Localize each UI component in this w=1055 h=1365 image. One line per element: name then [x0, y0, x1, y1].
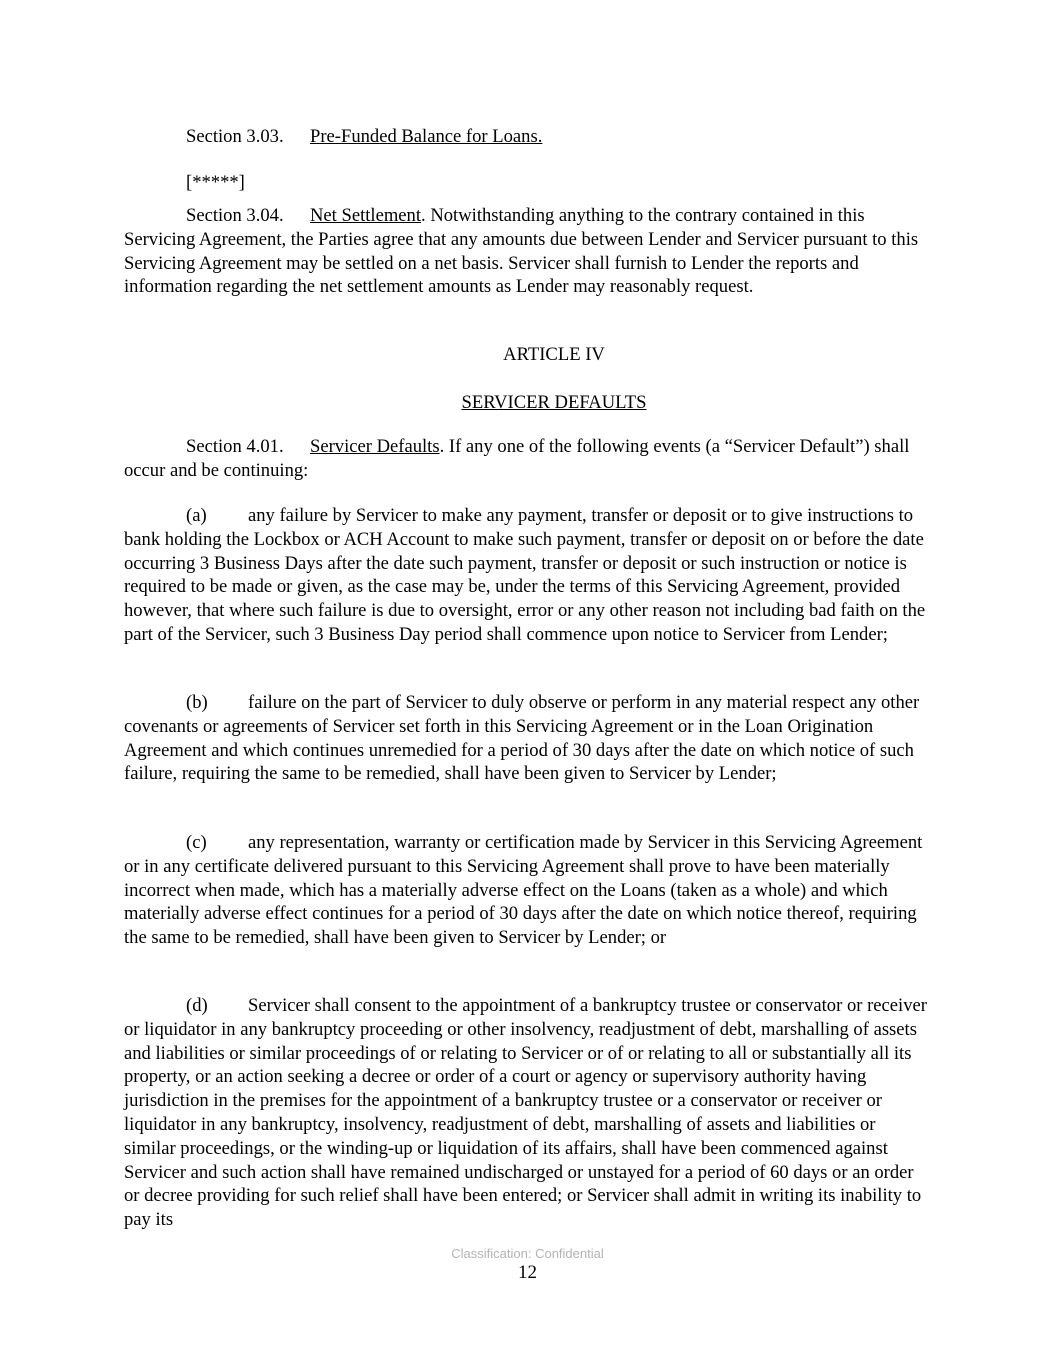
page-number: 12: [518, 1262, 537, 1283]
clause-label: (b): [186, 692, 208, 713]
clause-label: (a): [186, 505, 207, 526]
clause-label: (d): [186, 995, 208, 1016]
section-title: Pre-Funded Balance for Loans.: [310, 126, 543, 147]
section-number: Section 3.04.: [186, 205, 284, 226]
clause-b: [124, 691, 929, 786]
clause-text: any failure by Servicer to make any payment, transfer or deposit or to give instructions to bank holding the Lockbox or ACH Account to make such payment, transfer or deposit on or before the date occurring 3 Business Days after the date such payment, transfer or deposit or such instruction or notice is required to be made or given, as the case may be, under the terms of this Servicing Agreement, provided however, that where such failure is due to oversight, error or any other reason not including bad faith on the part of the Servicer, such 3 Business Day period shall commence upon notice to Servicer from Lender;: [124, 505, 926, 645]
classification-footer: Classification: Confidential: [451, 1246, 604, 1261]
article-title: [124, 391, 984, 415]
clause-text: failure on the part of Servicer to duly observe or perform in any material respect any other covenants or agreements of Servicer set forth in this Servicing Agreement or in the Loan Origination Agreement and which continues unremedied for a period of 30 days after the date on which notice of such failure, requiring the same to be remedied, shall have been given to Servicer by Lender;: [124, 692, 920, 785]
section-title: Servicer Defaults: [310, 436, 440, 457]
clause-text: Servicer shall consent to the appointment of a bankruptcy trustee or conservator or receiver or liquidator in any bankruptcy proceeding or other insolvency, readjustment of debt, marshalling of assets and liabilities or similar proceedings of or relating to Servicer or of or relating to all or substantially all its property, or an action seeking a decree or order of a court or agency or supervisory authority having jurisdiction in the premises for the appointment of a bankruptcy trustee or a conservator or receiver or liquidator in any bankruptcy, insolvency, readjustment of debt, marshalling of assets and liabilities or similar proceedings, or the winding-up or liquidation of its affairs, shall have been commenced against Servicer and such action shall have remained undischarged or unstayed for a period of 60 days or an order or decree providing for such relief shall have been entered; or Servicer shall admit in writing its inability to pay its: [124, 995, 927, 1231]
article-title-text: SERVICER DEFAULTS: [461, 392, 647, 413]
clause-text: any representation, warranty or certification made by Servicer in this Servicing Agreement or in any certificate delivered pursuant to this Servicing Agreement shall prove to have been materially incorrect when made, which has a materially adverse effect on the Loans (taken as a whole) and which materially adverse effect continues for a period of 30 days after the date on which notice thereof, requiring the same to be remedied, shall have been given to Servicer by Lender; or: [124, 832, 923, 949]
section-body: . Notwithstanding anything to the contrary contained in this Servicing Agreement, the Parties agree that any amounts due between Lender and Servicer pursuant to this Servicing Agreement may be settled on a net basis. Servicer shall furnish to Lender the reports and information regarding the net settlement amounts as Lender may reasonably request.: [124, 205, 919, 298]
redacted-placeholder: [*****]: [186, 172, 245, 193]
section-body: . If any one of the following events (a “Servicer Default”) shall occur and be continuing:: [124, 436, 910, 481]
clause-label: (c): [186, 832, 207, 853]
section-number: Section 4.01.: [186, 436, 284, 457]
section-4-01-paragraph: [124, 435, 929, 483]
article-label: ARTICLE IV: [503, 344, 605, 365]
clause-c: [124, 831, 929, 950]
clause-d: [124, 994, 929, 1232]
section-title: Net Settlement: [310, 205, 422, 226]
section-3-03-heading: [186, 125, 542, 149]
clause-a: [124, 504, 929, 647]
section-3-04-paragraph: [124, 204, 929, 299]
section-number: Section 3.03.: [186, 126, 284, 147]
